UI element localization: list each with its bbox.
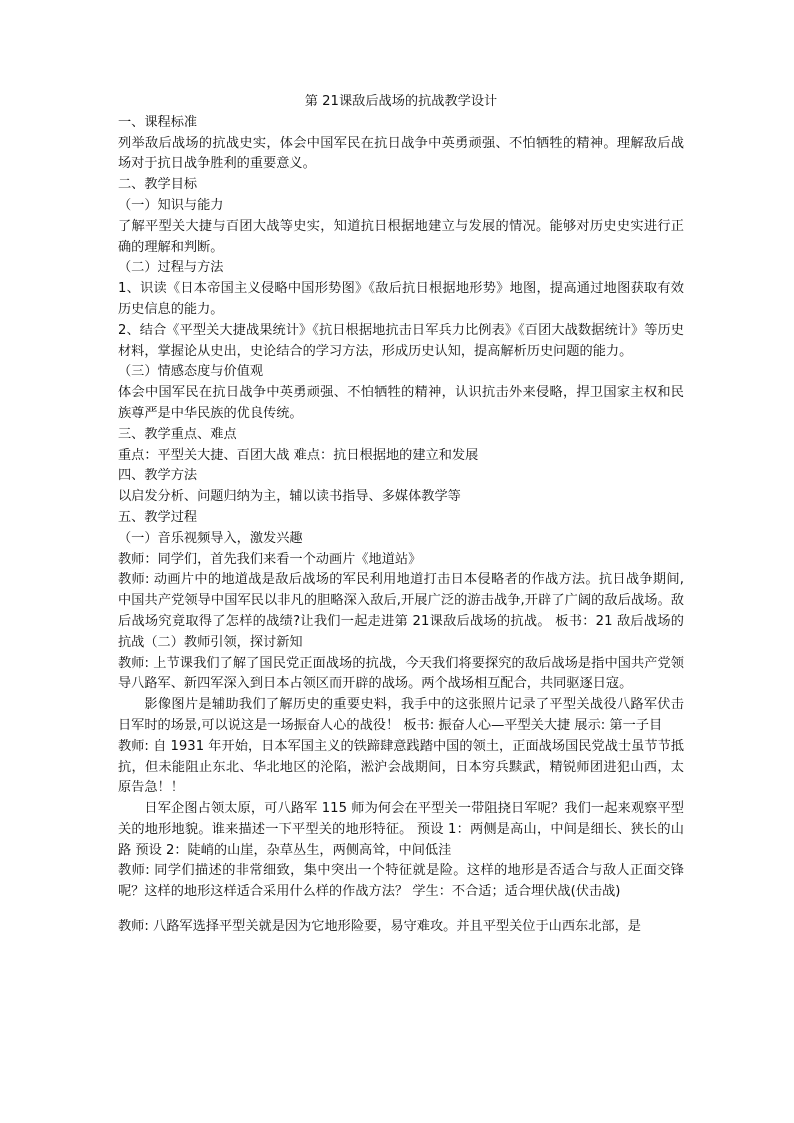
paragraph: 教师: 同学们描述的非常细致，集中突出一个特征就是险。这样的地形是否适合与敌人正面交锋呢？这样的地形这样适合采用什么样的作战方法？ 学生：不合适；适合埋伏战(伏击战) xyxy=(118,863,684,900)
document-title: 第 21课敌后战场的抗战教学设计 xyxy=(304,94,498,109)
paragraph: 影像图片是辅助我们了解历史的重要史料，我手中的这张照片记录了平型关战役八路军伏击日军时的场景,可以说这是一场振奋人心的战役！ 板书: 振奋人心—平型关大捷 展示: 第一子目 xyxy=(118,697,684,733)
paragraph: 教师：同学们，首先我们来看一个动画片《地道站》 xyxy=(118,551,422,567)
subheading: （三）情感态度与价值观 xyxy=(118,364,264,380)
paragraph: 教师: 自 1931 年开始，日本军国主义的铁蹄肆意践踏中国的领土，正面战场国民党战士虽节节抵抗，但未能阻止东北、华北地区的沦陷，淞沪会战期间，日本穷兵黩武，精锐师团进犯山西，太原告急！！ xyxy=(118,738,684,796)
section-heading-process: 五、教学过程 xyxy=(118,509,198,525)
subheading: （一）音乐视频导入，激发兴趣 xyxy=(118,530,303,546)
subheading: （一）知识与能力 xyxy=(118,197,224,213)
paragraph: 教师: 上节课我们了解了国民党正面战场的抗战，今天我们将要探究的敌后战场是指中国共产党领导八路军、新四军深入到日本占领区而开辟的战场。两个战场相互配合，共同驱逐日寇。 xyxy=(118,655,684,692)
paragraph: 教师: 八路军选择平型关就是因为它地形险要，易守难攻。并且平型关位于山西东北部，是 xyxy=(118,919,641,935)
paragraph: 了解平型关大捷与百团大战等史实，知道抗日根据地建立与发展的情况。能够对历史史实进行正确的理解和判断。 xyxy=(118,218,684,255)
section-heading-methods: 四、教学方法 xyxy=(118,468,198,484)
paragraph: 日军企图占领太原，可八路军 115 师为何会在平型关一带阻挠日军呢？我们一起来观察平型关的地形地貌。谁来描述一下平型关的地形特征。 预设 1：两侧是高山，中间是细长、狭长的山路 预设 2：陡峭的山崖，杂草丛生，两侧高耸，中间低洼 xyxy=(118,801,684,858)
paragraph: 1、识读《日本帝国主义侵略中国形势图》《敌后抗日根据地形势》地图，提高通过地图获取有效历史信息的能力。 xyxy=(118,281,684,317)
section-heading-standards: 一、课程标准 xyxy=(118,114,198,130)
document-page xyxy=(118,92,684,938)
paragraph: 重点：平型关大捷、百团大战 难点：抗日根据地的建立和发展 xyxy=(118,447,479,463)
section-heading-objectives: 二、教学目标 xyxy=(118,177,198,193)
paragraph: 以启发分析、问题归纳为主，辅以读书指导、多媒体教学等 xyxy=(118,489,461,505)
paragraph: 2、结合《平型关大捷战果统计》《抗日根据地抗击日军兵力比例表》《百团大战数据统计》等历史材料，掌握论从史出，史论结合的学习方法，形成历史认知，提高解析历史问题的能力。 xyxy=(118,322,684,359)
paragraph-gap xyxy=(118,903,684,917)
paragraph: 教师: 动画片中的地道战是敌后战场的军民利用地道打击日本侵略者的作战方法。抗日战争期间,中国共产党领导中国军民以非凡的胆略深入敌后,开展广泛的游击战争,开辟了广阔的敌后战场。敌后战场究竟取得了怎样的战绩?让我们一起走进第 21课敌后战场的抗战。 板书：21 敌后战场的抗战（二）教师引领，探讨新知 xyxy=(118,572,684,650)
paragraph: 体会中国军民在抗日战争中英勇顽强、不怕牺牲的精神，认识抗击外来侵略，捍卫国家主权和民族尊严是中华民族的优良传统。 xyxy=(118,385,684,421)
section-heading-key-points: 三、教学重点、难点 xyxy=(118,426,237,442)
subheading: （二）过程与方法 xyxy=(118,260,224,276)
paragraph: 列举敌后战场的抗战史实，体会中国军民在抗日战争中英勇顽强、不怕牺牲的精神。理解敌后战场对于抗日战争胜利的重要意义。 xyxy=(118,135,684,172)
